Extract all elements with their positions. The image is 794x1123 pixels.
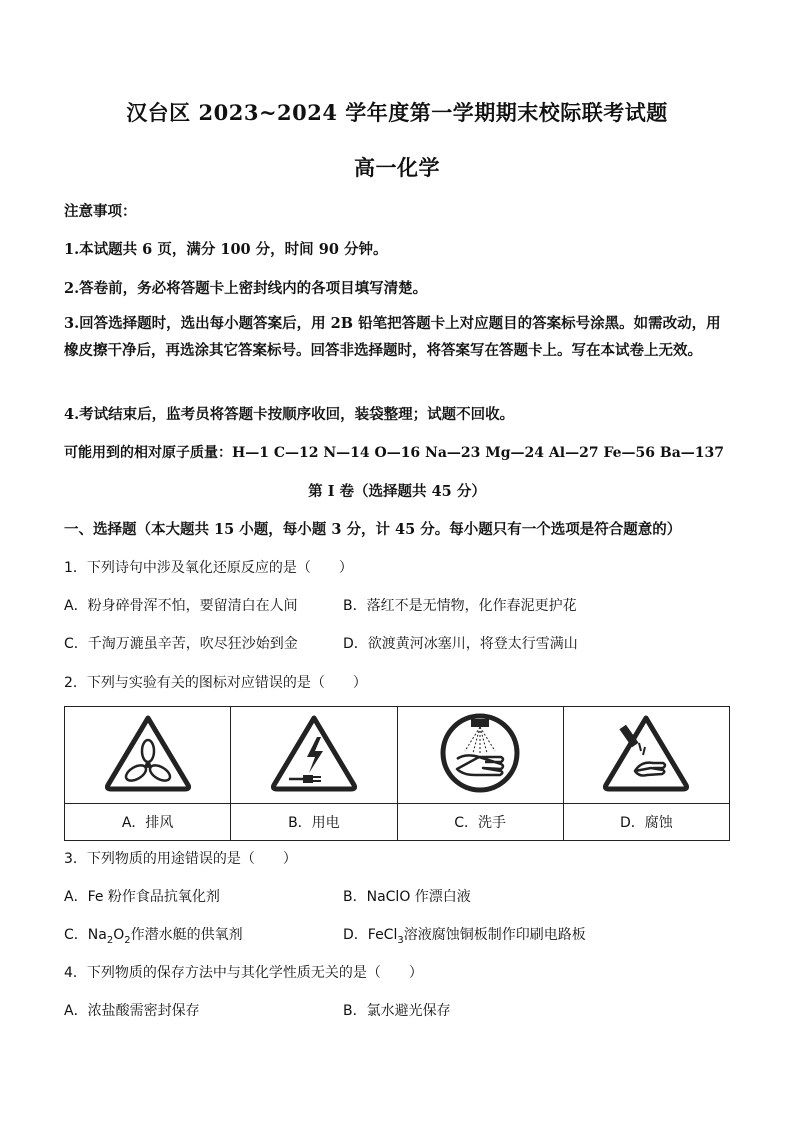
question-4-option-b: B．氯水避光保存: [343, 1003, 451, 1019]
icon-cell-b: [231, 707, 397, 804]
question-2-stem: 2．下列与实验有关的图标对应错误的是（ ）: [64, 675, 367, 691]
icon-caption-c: C．洗手: [397, 804, 563, 841]
subject-title: 高一化学: [354, 155, 440, 180]
icon-cell-c: [397, 707, 563, 804]
question-3-option-b: B．NaClO 作漂白液: [343, 889, 471, 905]
corrosion-warning-icon: [601, 713, 691, 793]
electric-warning-icon: [269, 713, 359, 793]
note-3: 3.回答选择题时，选出每小题答案后，用 2B 铅笔把答题卡上对应题目的答案标号涂黑。如需改动，用橡皮擦干净后，再选涂其它答案标号。回答非选择题时，将答案写在答题卡上。写在本试卷上无效。: [64, 315, 721, 359]
question-1-option-b: B．落红不是无情物，化作春泥更护花: [343, 598, 577, 614]
question-1-option-a: A．粉身碎骨浑不怕，要留清白在人间: [64, 598, 298, 614]
question-3-option-d: D．FeCl$_3$溶液腐蚀铜板制作印刷电路板: [343, 927, 586, 946]
question-1-option-c: C．千淘万漉虽辛苦，吹尽狂沙始到金: [64, 636, 298, 652]
notes-heading: 注意事项：: [64, 203, 137, 220]
exam-title: 汉台区 2023~2024 学年度第一学期期末校际联考试题: [126, 100, 668, 125]
question-3-option-a: A．Fe 粉作食品抗氧化剂: [64, 889, 220, 905]
icon-cell-d: [563, 707, 729, 804]
icon-table: [64, 706, 730, 841]
fan-warning-icon: [103, 713, 193, 793]
note-1: 1.本试题共 6 页，满分 100 分，时间 90 分钟。: [64, 241, 388, 258]
question-4-option-a: A．浓盐酸需密封保存: [64, 1003, 200, 1019]
wash-hands-icon: [435, 711, 525, 795]
atomic-masses: 可能用到的相对原子质量：H—1 C—12 N—14 O—16 Na—23 Mg—24 Al—27 Fe—56 Ba—137: [64, 445, 725, 461]
question-3-stem: 3．下列物质的用途错误的是（ ）: [64, 851, 297, 867]
section-heading: 一、选择题（本大题共 15 小题，每小题 3 分，计 45 分。每小题只有一个选项是符合题意的）: [64, 521, 682, 538]
note-2: 2.答卷前，务必将答题卡上密封线内的各项目填写清楚。: [64, 280, 428, 297]
question-4-stem: 4．下列物质的保存方法中与其化学性质无关的是（ ）: [64, 965, 423, 981]
note-4: 4.考试结束后，监考员将答题卡按顺序收回，装袋整理；试题不回收。: [64, 406, 515, 423]
icon-caption-b: B．用电: [231, 804, 397, 841]
question-3-option-c: C．$Na_2O_2$作潜水艇的供氧剂: [64, 927, 243, 946]
icon-cell-a: [65, 707, 231, 804]
question-1-stem: 1．下列诗句中涉及氧化还原反应的是（ ）: [64, 560, 353, 576]
part-title: 第 I 卷（选择题共 45 分）: [308, 483, 486, 500]
icon-caption-d: D．腐蚀: [563, 804, 729, 841]
icon-caption-a: A．排风: [65, 804, 231, 841]
question-1-option-d: D．欲渡黄河冰塞川，将登太行雪满山: [343, 636, 578, 652]
